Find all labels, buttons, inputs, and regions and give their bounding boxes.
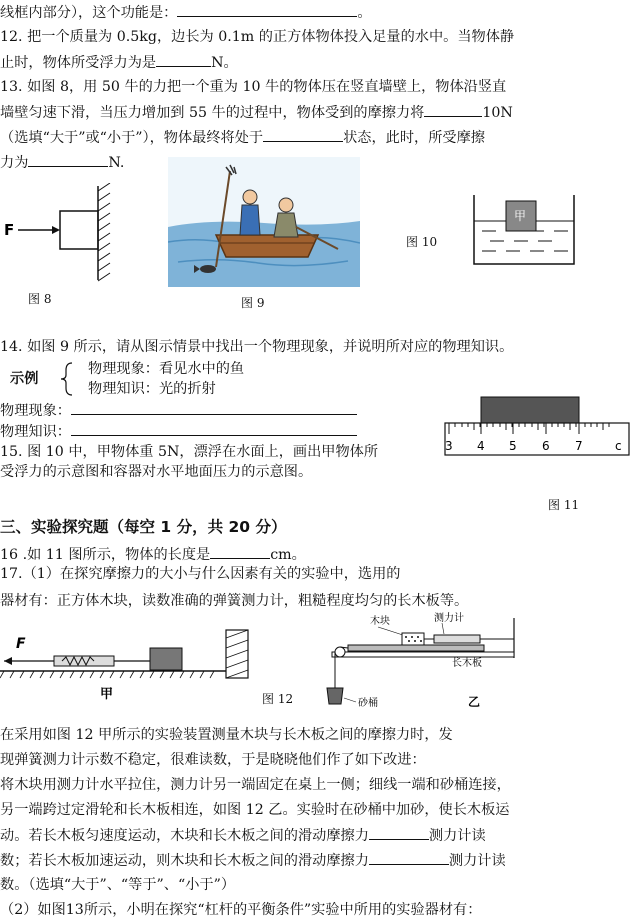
q13-line-2 xyxy=(0,103,513,122)
text: 物理知识： xyxy=(0,424,71,440)
force-label: F xyxy=(4,221,15,239)
phenomenon-line xyxy=(0,401,357,420)
para-line-6 xyxy=(0,851,506,870)
q12-line-1: 12. 把一个质量为 0.5kg，边长为 0.1m 的正方体物体投入足量的水中。当物体静 xyxy=(0,29,515,45)
text: 止时，物体所受浮力为是 xyxy=(0,55,157,71)
line-1 xyxy=(0,3,372,22)
example-phenomenon: 物理现象：看见水中的鱼 xyxy=(88,361,245,377)
para-line-4: 另一端跨过定滑轮和长木板相连，如图 12 乙。实验时在砂桶中加砂，使长木板运 xyxy=(0,802,510,818)
text: 16 .如 11 图所示，物体的长度是 xyxy=(0,547,211,563)
text: 线框内部分），这个功能是： xyxy=(0,5,178,21)
tick-label: c xyxy=(615,439,622,453)
tick-label: 6 xyxy=(542,439,550,453)
answer-blank[interactable] xyxy=(369,826,429,840)
text: cm。 xyxy=(270,547,306,563)
text: 10N xyxy=(482,105,513,121)
text: N。 xyxy=(211,55,238,71)
answer-blank[interactable] xyxy=(369,851,449,865)
tick-label: 4 xyxy=(477,439,485,453)
text: 状态，此时，所受摩擦 xyxy=(343,130,485,146)
text: 测力计读 xyxy=(428,828,486,844)
figure-10-diagram xyxy=(470,193,578,268)
label-yi: 乙 xyxy=(468,695,481,709)
answer-blank[interactable] xyxy=(28,153,108,167)
label-bucket: 砂桶 xyxy=(358,698,378,709)
q15-line-1: 15. 图 10 中，甲物体重 5N，漂浮在水面上，画出甲物体所 xyxy=(0,444,379,460)
q17-line-2: 器材有：正方体木块，读数准确的弹簧测力计，粗糙程度均匀的长木板等。 xyxy=(0,593,469,609)
caption-figure-9: 图 9 xyxy=(241,296,265,310)
answer-blank[interactable] xyxy=(210,545,270,559)
pulley xyxy=(335,647,345,657)
text: 数；若长木板加速运动，则木块和长木板之间的滑动摩擦力 xyxy=(0,853,369,869)
long-board xyxy=(348,645,484,651)
q15-line-2: 受浮力的示意图和容器对水平地面压力的示意图。 xyxy=(0,464,313,480)
caption-figure-10: 图 10 xyxy=(406,235,438,249)
section-3-heading: 三、实验探究题（每空 1 分，共 20 分） xyxy=(0,518,287,536)
tick-label: 3 xyxy=(445,439,453,453)
answer-blank[interactable] xyxy=(177,3,357,17)
figure-8-diagram xyxy=(0,183,125,283)
text: （选填“大于”或“小于”），物体最终将处于 xyxy=(0,130,264,146)
answer-blank[interactable] xyxy=(424,103,482,117)
wood-block xyxy=(150,648,182,670)
figure-9-illustration xyxy=(168,157,360,287)
q13-line-1: 13. 如图 8，用 50 牛的力把一个重为 10 牛的物体压在竖直墙壁上，物体沿竖直 xyxy=(0,79,507,95)
label-block: 木块 xyxy=(370,616,390,627)
q17-line-1: 17.（1）在探究摩擦力的大小与什么因素有关的实验中，选用的 xyxy=(0,566,401,582)
figure-12-jia-diagram xyxy=(0,626,252,712)
spring-scale xyxy=(434,635,480,643)
answer-blank[interactable] xyxy=(263,128,343,142)
label-jia: 甲 xyxy=(100,687,114,702)
para-line-5 xyxy=(0,826,486,845)
para-line-3: 将木块用测力计水平拉住，测力计另一端固定在桌上一侧；细线一端和砂桶连接， xyxy=(0,777,511,793)
label-board: 长木板 xyxy=(452,658,482,669)
para-line-7: 数。（选填“大于”、“等于”、“小于”） xyxy=(0,877,236,893)
example-label: 示例 xyxy=(10,371,39,387)
caption-figure-11: 图 11 xyxy=(548,498,580,512)
figure-11-ruler xyxy=(443,396,633,458)
caption-figure-8: 图 8 xyxy=(28,292,52,306)
figure-12-yi-diagram xyxy=(318,612,524,714)
sand-bucket xyxy=(327,688,343,704)
text: 物理现象： xyxy=(0,403,71,419)
q16-line xyxy=(0,545,306,564)
brace-icon xyxy=(60,362,74,396)
para-line-2: 现弹簧测力计示数不稳定，很难读数，于是晓晓他们作了如下改进： xyxy=(0,752,426,768)
text: 力为 xyxy=(0,155,29,171)
q14-line: 14. 如图 9 所示，请从图示情景中找出一个物理现象，并说明所对应的物理知识。 xyxy=(0,339,514,355)
text: 墙壁匀速下滑，当压力增加到 55 牛的过程中，物体受到的摩擦力将 xyxy=(0,105,425,121)
text: 。 xyxy=(357,5,372,21)
object-block xyxy=(60,211,98,249)
q13-line-3 xyxy=(0,128,485,147)
measured-object xyxy=(481,397,579,423)
text: 动。若长木板匀速度运动，木块和长木板之间的滑动摩擦力 xyxy=(0,828,369,844)
label-meter: 测力计 xyxy=(434,613,464,624)
answer-blank[interactable] xyxy=(71,401,357,415)
q13-line-4 xyxy=(0,153,124,172)
para-line-8: （2）如图13所示，小明在探究“杠杆的平衡条件”实验中所用的实验器材有： xyxy=(0,902,482,918)
force-label: F xyxy=(16,636,26,652)
example-knowledge: 物理知识：光的折射 xyxy=(88,381,216,397)
q12-line-2 xyxy=(0,53,238,72)
para-line-1: 在采用如图 12 甲所示的实验装置测量木块与长木板之间的摩擦力时，发 xyxy=(0,727,453,743)
answer-blank[interactable] xyxy=(156,53,211,67)
knowledge-line xyxy=(0,422,357,441)
object-jia-label: 甲 xyxy=(514,209,527,223)
tick-label: 5 xyxy=(509,439,517,453)
ruler xyxy=(445,423,629,455)
caption-figure-12: 图 12 xyxy=(262,692,294,706)
text: 测力计读 xyxy=(448,853,506,869)
text: N. xyxy=(108,155,125,171)
tick-label: 7 xyxy=(575,439,583,453)
answer-blank[interactable] xyxy=(71,422,357,436)
